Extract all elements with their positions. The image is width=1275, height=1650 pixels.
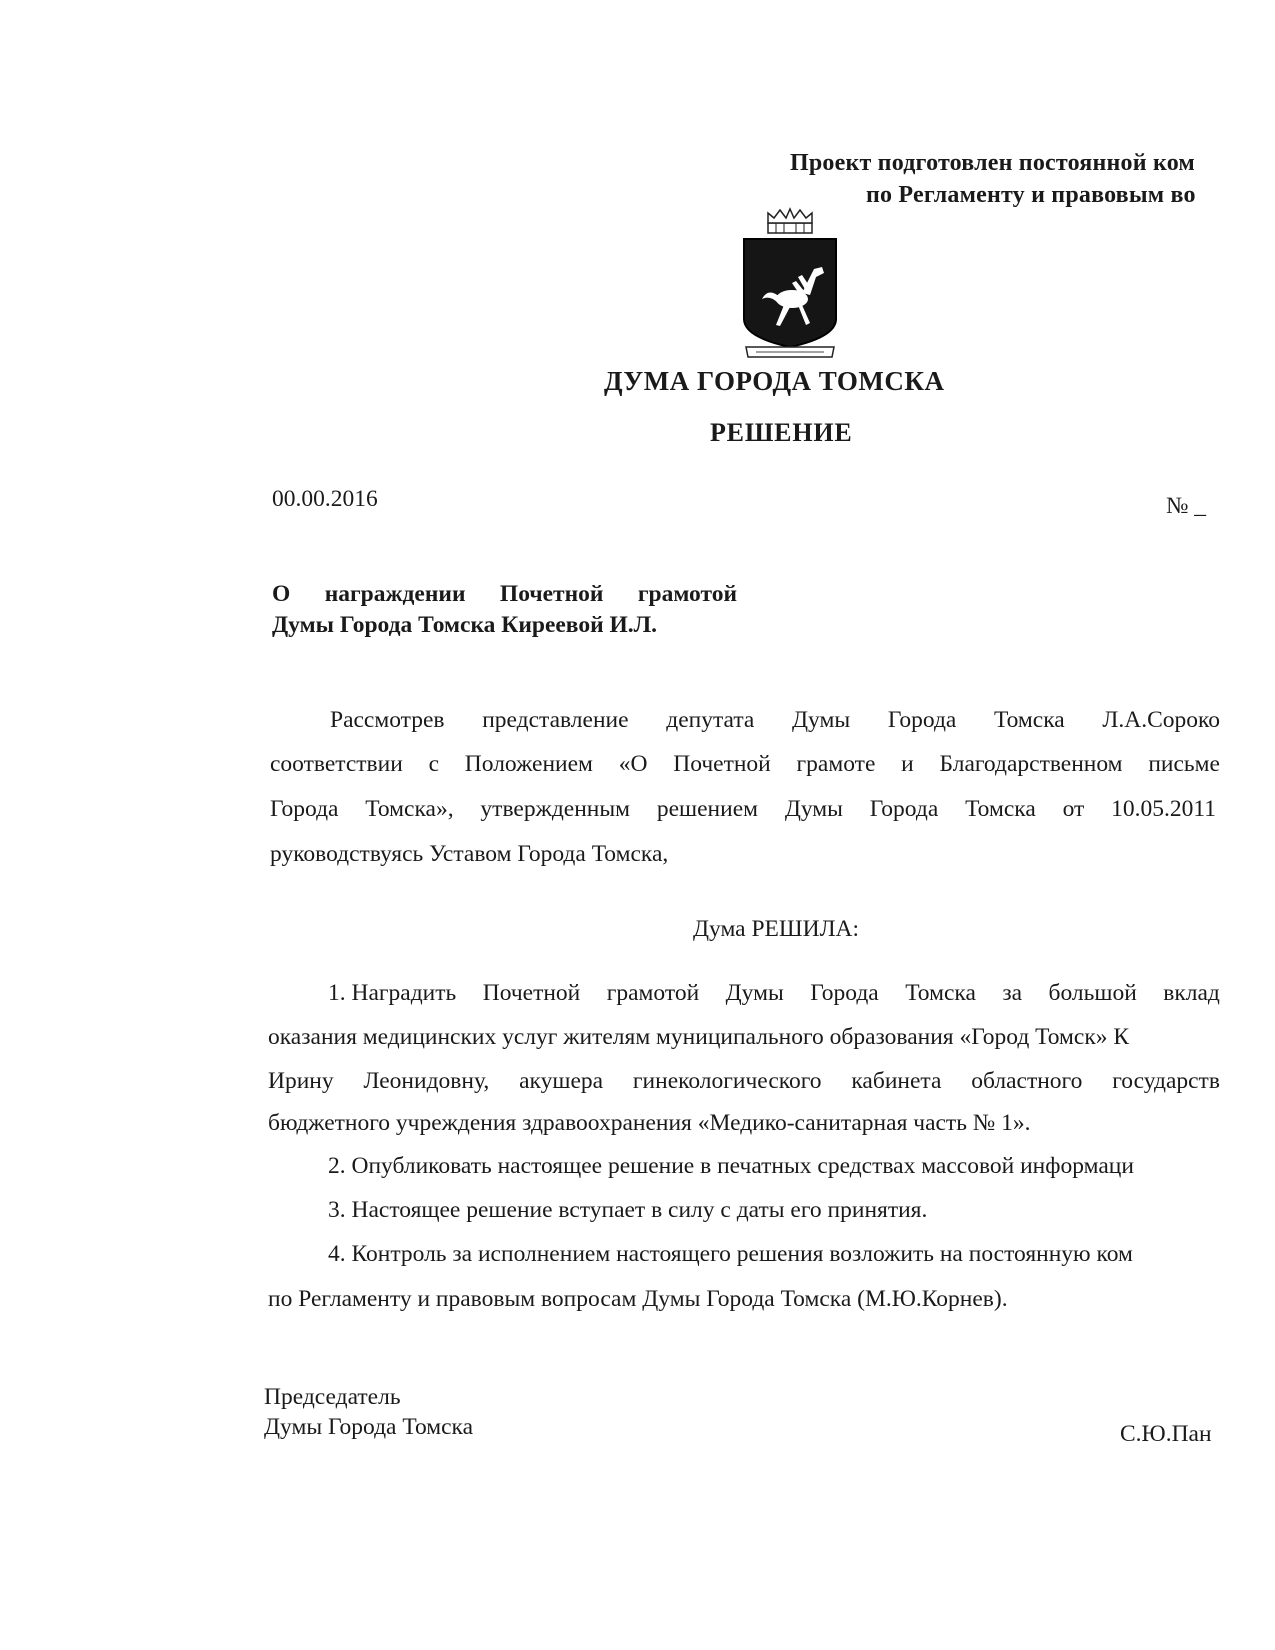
word: большой — [1048, 980, 1137, 1006]
word: областного — [971, 1068, 1083, 1094]
word: соответствии — [270, 751, 403, 777]
word: грамотой — [606, 980, 700, 1006]
item-1-line-2: оказания медицинских услуг жителям муниципального образования «Город Томск» К — [268, 1024, 1130, 1050]
word: от — [1062, 796, 1085, 822]
subject-word: грамотой — [637, 581, 737, 607]
word: Думы — [784, 796, 843, 822]
organization-name: ДУМА ГОРОДА ТОМСКА — [604, 366, 945, 396]
word: «О — [618, 751, 648, 777]
signature-name: С.Ю.Пан — [1120, 1421, 1212, 1447]
word: Томска — [965, 796, 1036, 822]
word: Л.А.Сороко — [1102, 707, 1220, 733]
word: депутата — [666, 707, 755, 733]
word: Благодарственном — [939, 751, 1123, 777]
word: и — [901, 751, 914, 777]
preamble-line-1 — [330, 707, 1220, 734]
resolution-heading: Дума РЕШИЛА: — [693, 916, 860, 942]
signature-title-line-1: Председатель — [264, 1384, 401, 1410]
subject-line-1 — [272, 581, 737, 608]
signature-title-line-2: Думы Города Томска — [264, 1414, 474, 1440]
item-3: 3. Настоящее решение вступает в силу с даты его принятия. — [328, 1197, 928, 1223]
item-1-line-4: бюджетного учреждения здравоохранения «Медико-санитарная часть № 1». — [268, 1110, 1031, 1136]
document-date: 00.00.2016 — [272, 486, 378, 512]
subject-word: О — [272, 581, 291, 607]
word: Города — [869, 796, 939, 822]
subject-word: награждении — [324, 581, 466, 607]
tomsk-coat-of-arms-icon — [740, 207, 840, 365]
item-4-line-2: по Регламенту и правовым вопросам Думы Города Томска (М.Ю.Корнев). — [268, 1286, 1008, 1312]
preamble-line-3 — [270, 796, 1216, 823]
word: Города — [270, 796, 339, 822]
word: Города — [810, 980, 879, 1006]
document-type: РЕШЕНИЕ — [710, 418, 853, 447]
word: Томска — [994, 707, 1065, 733]
word: Положением — [464, 751, 593, 777]
word: утвержденным — [480, 796, 631, 822]
item-1-line-1 — [328, 980, 1220, 1007]
word: вклад — [1163, 980, 1220, 1006]
item-2: 2. Опубликовать настоящее решение в печатных средствах массовой информаци — [328, 1153, 1134, 1179]
header-note-line-2: по Регламенту и правовым во — [866, 182, 1196, 208]
preamble-line-2 — [270, 751, 1220, 778]
word: Томска — [905, 980, 976, 1006]
item-1-line-3 — [268, 1068, 1220, 1095]
word: Ирину — [268, 1068, 334, 1094]
word: Города — [887, 707, 957, 733]
word: государств — [1112, 1068, 1220, 1094]
word: кабинета — [851, 1068, 942, 1094]
word: 1. Наградить — [328, 980, 457, 1006]
word: Думы — [725, 980, 784, 1006]
word: Думы — [792, 707, 851, 733]
word: за — [1002, 980, 1023, 1006]
word: Томска», — [365, 796, 454, 822]
subject-word: Почетной — [499, 581, 604, 607]
word: представление — [482, 707, 629, 733]
word: Почетной — [673, 751, 771, 777]
word: решением — [656, 796, 759, 822]
preamble-line-4: руководствуясь Уставом Города Томска, — [270, 841, 669, 867]
word: письме — [1148, 751, 1220, 777]
word: Леонидовну, — [363, 1068, 490, 1094]
word: 10.05.2011 — [1111, 796, 1216, 822]
word: акушера — [519, 1068, 604, 1094]
document-number: № _ — [1166, 493, 1207, 519]
item-4-line-1: 4. Контроль за исполнением настоящего решения возложить на постоянную ком — [328, 1241, 1133, 1267]
word: Почетной — [482, 980, 581, 1006]
subject-line-2: Думы Города Томска Киреевой И.Л. — [272, 612, 658, 638]
header-note-line-1: Проект подготовлен постоянной ком — [790, 150, 1195, 176]
word: с — [428, 751, 440, 777]
word: грамоте — [796, 751, 876, 777]
word: гинекологического — [632, 1068, 822, 1094]
word: Рассмотрев — [330, 707, 445, 733]
